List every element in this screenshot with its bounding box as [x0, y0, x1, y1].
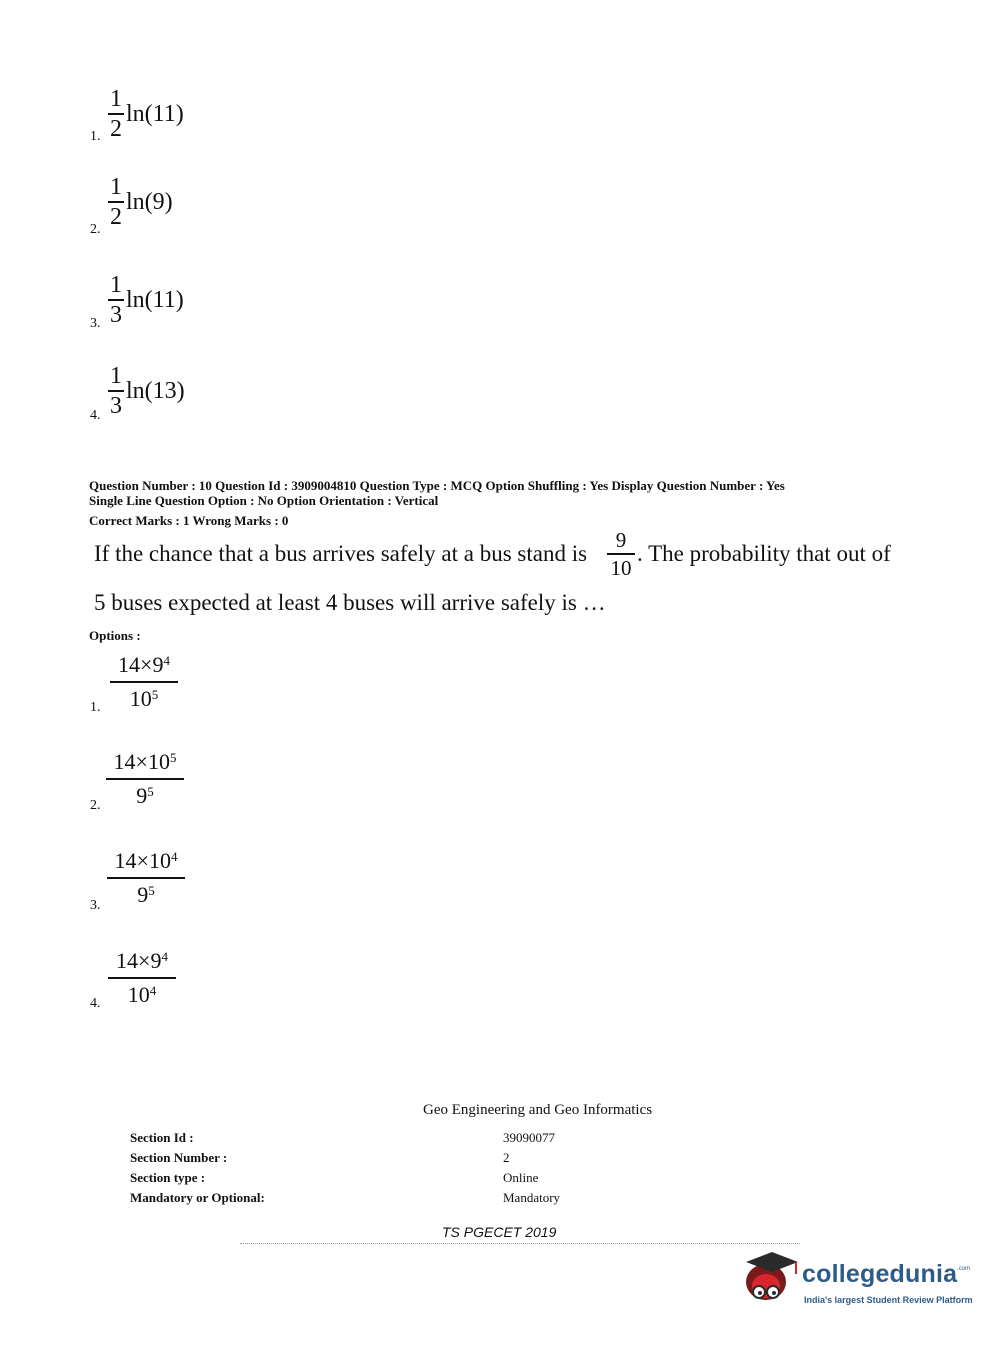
option-3-formula[interactable] — [107, 848, 185, 908]
section-id-label: Section Id : — [130, 1130, 194, 1145]
option-number: 1. — [90, 700, 101, 715]
fraction — [108, 174, 124, 230]
question-meta-line1: Question Number : 10 Question Id : 3909004810 Question Type : MCQ Option Shuffling : Yes Display Question Number : Yes — [89, 478, 785, 493]
option-formula[interactable] — [108, 363, 185, 419]
graduation-cap-mascot-icon — [742, 1248, 802, 1310]
fraction — [108, 86, 124, 142]
fraction-bar — [607, 553, 635, 555]
section-title: Geo Engineering and Geo Informatics — [423, 1102, 653, 1118]
option-number: 2. — [90, 222, 101, 237]
question-text-part1: If the chance that a bus arrives safely at a bus stand is — [94, 541, 588, 566]
option-number: 1. — [90, 129, 101, 144]
question-text-line2: 5 buses expected at least 4 buses will arrive safely is … — [94, 590, 606, 615]
logo-suffix: .com — [957, 1266, 971, 1272]
log-expression: ln(9) — [126, 189, 173, 216]
question-text-part2: . The probability that out of — [637, 541, 891, 566]
fraction-bar — [108, 113, 124, 115]
logo-tagline: India's largest Student Review Platform — [804, 1295, 973, 1305]
option-number: 4. — [90, 996, 101, 1011]
option-number: 4. — [90, 408, 101, 423]
numerator: 1 — [110, 174, 122, 200]
option-number: 3. — [90, 898, 101, 913]
section-id-value: 39090077 — [503, 1130, 555, 1145]
fraction-bar — [110, 681, 178, 683]
fraction — [108, 272, 124, 328]
denominator: 3 — [110, 301, 122, 328]
numerator: $14\times 10^4$ — [114, 848, 178, 873]
log-expression: ln(11) — [126, 287, 184, 314]
denominator: $9^5$ — [137, 881, 155, 907]
numerator: $14\times 9^4$ — [118, 652, 170, 677]
denominator: 3 — [110, 392, 122, 419]
dotted-divider — [240, 1243, 800, 1246]
fraction-bar — [108, 299, 124, 301]
denominator: $9^5$ — [136, 782, 154, 808]
numerator: $14\times 9^4$ — [116, 948, 168, 973]
question-meta-line2: Single Line Question Option : No Option Orientation : Vertical — [89, 493, 439, 508]
collegedunia-logo[interactable] — [742, 1248, 972, 1318]
denominator: 2 — [110, 203, 122, 230]
option-formula[interactable] — [108, 272, 184, 328]
fraction-bar — [107, 877, 185, 879]
section-number-value: 2 — [503, 1150, 510, 1165]
log-expression: ln(11) — [126, 101, 184, 128]
fraction-bar — [108, 390, 124, 392]
mandatory-value: Mandatory — [503, 1190, 561, 1205]
numerator: 1 — [110, 363, 122, 389]
option-number: 3. — [90, 316, 101, 331]
option-formula[interactable] — [108, 174, 173, 230]
section-type-value: Online — [503, 1170, 539, 1185]
numerator: 1 — [110, 272, 122, 298]
exam-footer: TS PGECET 2019 — [442, 1224, 557, 1240]
section-number-label: Section Number : — [130, 1150, 228, 1165]
numerator: $14\times 10^5$ — [113, 749, 177, 774]
question-fraction — [607, 528, 635, 580]
option-2-formula[interactable] — [106, 749, 184, 809]
fraction-bar — [108, 201, 124, 203]
option-1-formula[interactable] — [110, 652, 178, 712]
denominator: 2 — [110, 115, 122, 142]
option-4-formula[interactable] — [108, 948, 176, 1008]
logo-wordmark: collegedunia — [802, 1260, 958, 1288]
log-expression: ln(13) — [126, 378, 185, 405]
options-label: Options : — [89, 628, 141, 643]
question-marks: Correct Marks : 1 Wrong Marks : 0 — [89, 513, 289, 528]
section-type-label: Section type : — [130, 1170, 206, 1185]
fraction-bar — [106, 778, 184, 780]
fraction — [108, 363, 124, 419]
fraction-bar — [108, 977, 176, 979]
option-number: 2. — [90, 798, 101, 813]
numerator: 9 — [615, 528, 627, 552]
mandatory-label: Mandatory or Optional: — [130, 1190, 265, 1205]
numerator: 1 — [110, 86, 122, 112]
denominator: 10 — [610, 555, 632, 580]
denominator: $10^5$ — [129, 685, 159, 711]
denominator: $10^4$ — [127, 981, 157, 1007]
option-formula[interactable] — [108, 86, 184, 142]
